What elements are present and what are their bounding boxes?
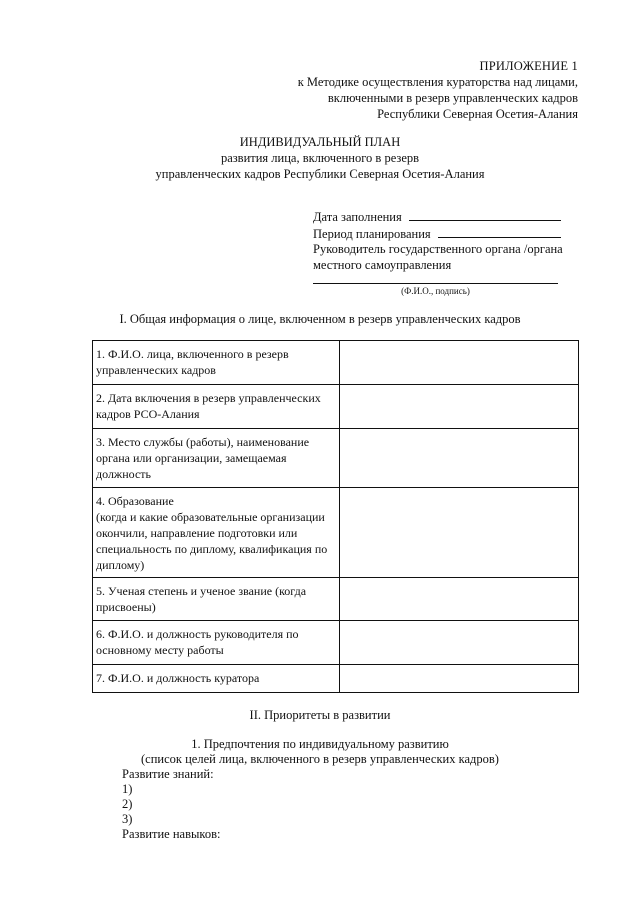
table-row bbox=[93, 665, 579, 693]
date-row bbox=[313, 209, 588, 226]
row-label: 3. Место службы (работы), наименование органа или организации, замещаемая должность bbox=[93, 429, 340, 488]
row-value[interactable] bbox=[340, 665, 579, 693]
row-label: 6. Ф.И.О. и должность руководителя по основному месту работы bbox=[93, 621, 340, 665]
row-value[interactable] bbox=[340, 341, 579, 385]
row-value[interactable] bbox=[340, 488, 579, 578]
plan-subtitle: развития лица, включенного в резерв bbox=[220, 151, 420, 165]
signature-caption: (Ф.И.О., подпись) bbox=[401, 286, 470, 296]
period-blank-line[interactable] bbox=[438, 226, 561, 238]
preferences-heading bbox=[0, 737, 640, 767]
appendix-line: включенными в резерв управленческих кадров bbox=[327, 91, 578, 105]
table-row bbox=[93, 385, 579, 429]
table-row bbox=[93, 341, 579, 385]
appendix-line: Республики Северная Осетия-Алания bbox=[377, 107, 578, 121]
row-value[interactable] bbox=[340, 578, 579, 621]
development-list bbox=[122, 767, 220, 842]
appendix-line: к Методике осуществления кураторства над лицами, bbox=[297, 75, 578, 89]
row-label: 7. Ф.И.О. и должность куратора bbox=[93, 665, 340, 693]
preferences-subtitle: (список целей лица, включенного в резерв управленческих кадров) bbox=[141, 752, 499, 766]
row-label: 1. Ф.И.О. лица, включенного в резерв управленческих кадров bbox=[93, 341, 340, 385]
knowledge-label: Развитие знаний: bbox=[122, 767, 214, 781]
row-value[interactable] bbox=[340, 429, 579, 488]
preferences-title: 1. Предпочтения по индивидуальному развитию bbox=[191, 737, 449, 751]
signature-blank-line[interactable] bbox=[313, 283, 558, 284]
head-label: Руководитель государственного органа /органа bbox=[313, 242, 563, 256]
section1-title: I. Общая информация о лице, включенном в резерв управленческих кадров bbox=[119, 312, 521, 326]
row-label: 4. Образование (когда и какие образовательные организации окончили, направление подготовки или специальность по диплому, квалификация по диплому) bbox=[93, 488, 340, 578]
date-blank-line[interactable] bbox=[409, 209, 561, 221]
skills-label: Развитие навыков: bbox=[122, 827, 221, 841]
row-value[interactable] bbox=[340, 385, 579, 429]
table-row bbox=[93, 488, 579, 578]
appendix-title: ПРИЛОЖЕНИЕ 1 bbox=[479, 59, 578, 73]
row-value[interactable] bbox=[340, 621, 579, 665]
date-label: Дата заполнения bbox=[313, 210, 402, 224]
info-table bbox=[92, 340, 579, 693]
table-row bbox=[93, 578, 579, 621]
table-row bbox=[93, 621, 579, 665]
period-label: Период планирования bbox=[313, 226, 431, 241]
plan-heading bbox=[0, 134, 640, 182]
plan-subtitle: управленческих кадров Республики Северная Осетия-Алания bbox=[155, 167, 485, 181]
period-row bbox=[313, 226, 588, 243]
table-row bbox=[93, 429, 579, 488]
section2-title: II. Приоритеты в развитии bbox=[249, 708, 391, 722]
list-item: 1) bbox=[122, 782, 133, 796]
row-label: 5. Ученая степень и ученое звание (когда присвоены) bbox=[93, 578, 340, 621]
row-label: 2. Дата включения в резерв управленческих кадров РСО-Алания bbox=[93, 385, 340, 429]
appendix-header bbox=[298, 58, 578, 122]
fill-fields bbox=[313, 209, 588, 273]
list-item: 3) bbox=[122, 812, 133, 826]
plan-title: ИНДИВИДУАЛЬНЫЙ ПЛАН bbox=[239, 135, 401, 149]
list-item: 2) bbox=[122, 797, 133, 811]
head-label: местного самоуправления bbox=[313, 257, 452, 272]
